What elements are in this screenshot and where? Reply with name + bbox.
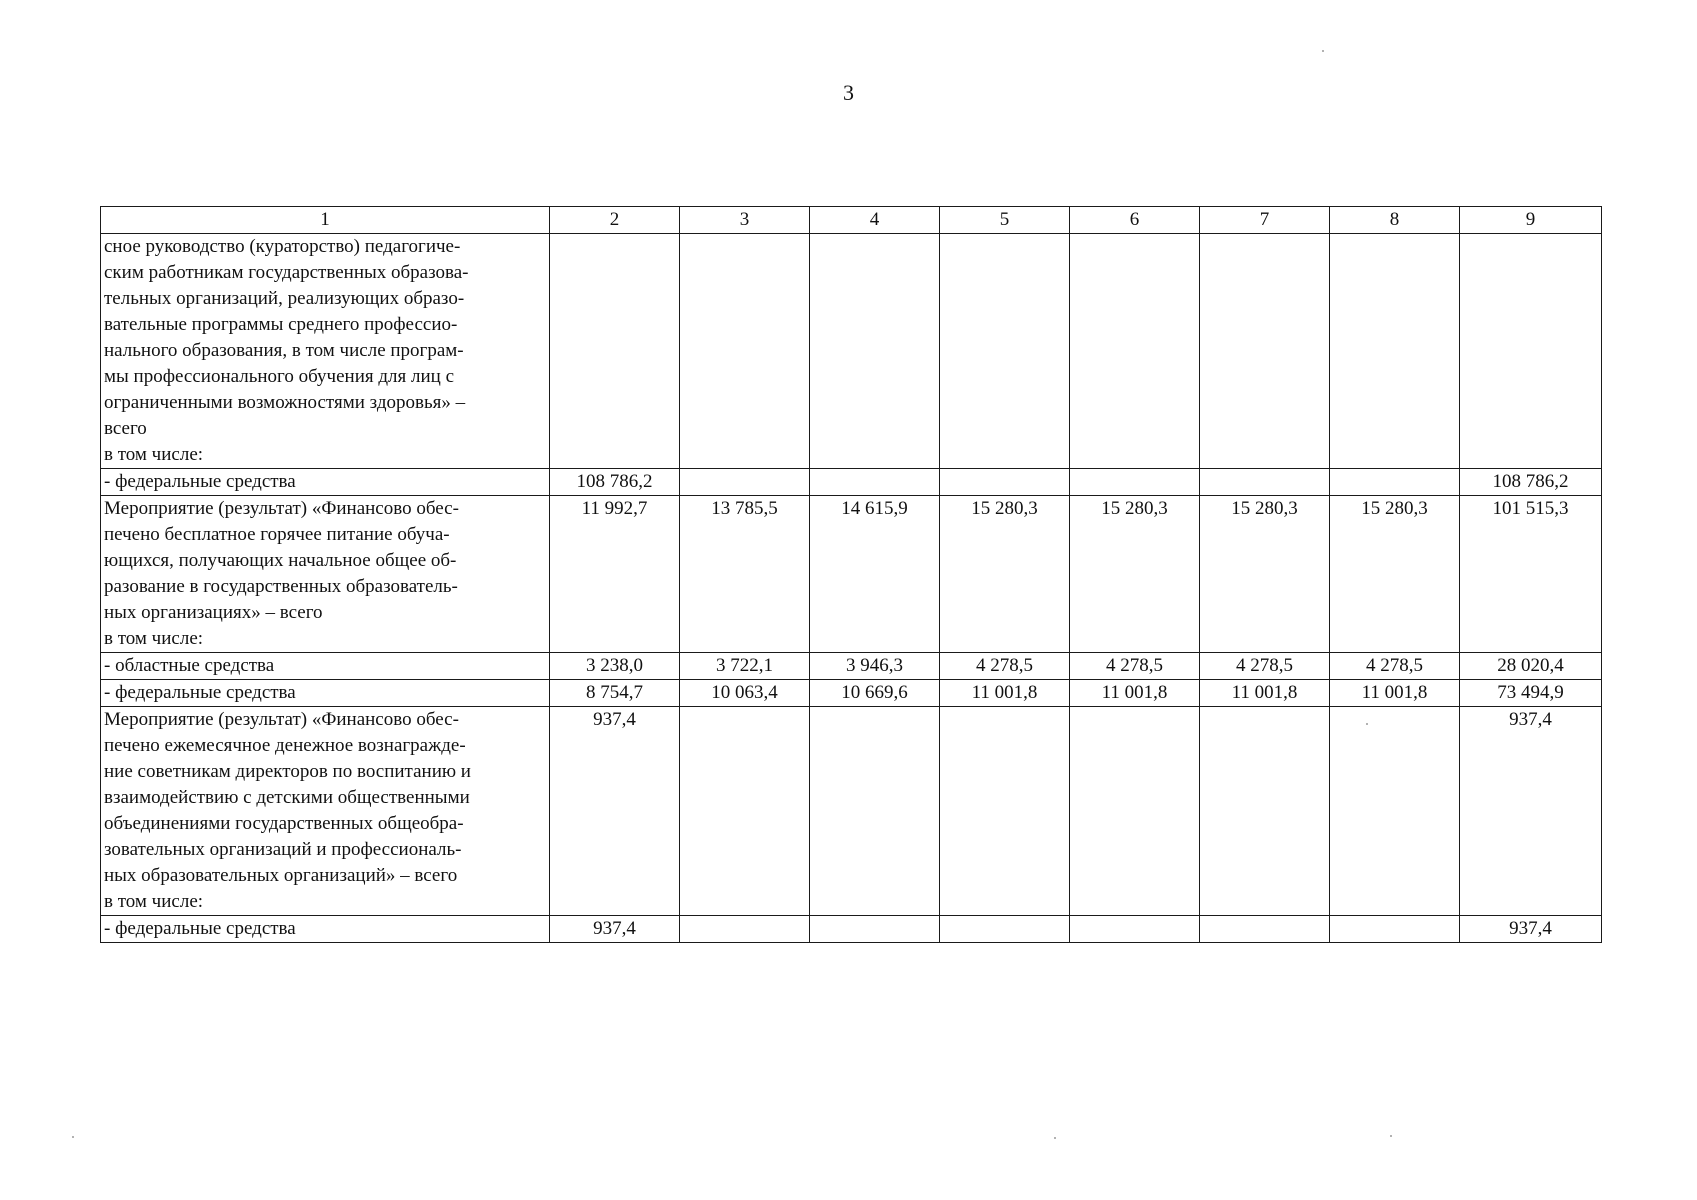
column-header: 3 — [680, 207, 810, 234]
value-cell: 11 001,8 — [940, 680, 1070, 707]
value-cell — [1200, 234, 1330, 469]
value-cell: 15 280,3 — [1070, 496, 1200, 653]
value-cell: 4 278,5 — [940, 653, 1070, 680]
table-body — [101, 207, 1602, 943]
column-header: 2 — [550, 207, 680, 234]
value-cell — [810, 469, 940, 496]
value-cell: 108 786,2 — [1460, 469, 1602, 496]
scan-speck — [72, 1136, 74, 1138]
budget-table — [100, 206, 1602, 943]
activity-description: Мероприятие (результат) «Финансово обес- печено бесплатное горячее питание обуча- ющихся, получающих начальное общее об- разование в государственных образователь- ных организациях» – всего в том числе: — [101, 496, 550, 653]
activity-row — [101, 496, 1602, 653]
value-cell — [1200, 916, 1330, 943]
column-header: 6 — [1070, 207, 1200, 234]
column-header: 7 — [1200, 207, 1330, 234]
value-cell: 4 278,5 — [1330, 653, 1460, 680]
column-header: 9 — [1460, 207, 1602, 234]
value-cell — [1070, 916, 1200, 943]
value-cell — [1330, 234, 1460, 469]
value-cell: 937,4 — [550, 707, 680, 916]
value-cell: 101 515,3 — [1460, 496, 1602, 653]
funding-source-row — [101, 469, 1602, 496]
column-header: 5 — [940, 207, 1070, 234]
value-cell: 937,4 — [1460, 707, 1602, 916]
activity-row — [101, 234, 1602, 469]
value-cell: 4 278,5 — [1070, 653, 1200, 680]
value-cell — [810, 234, 940, 469]
column-number-row — [101, 207, 1602, 234]
value-cell: 3 722,1 — [680, 653, 810, 680]
scan-speck — [1054, 1137, 1056, 1139]
value-cell: 937,4 — [550, 916, 680, 943]
value-cell: 11 992,7 — [550, 496, 680, 653]
value-cell — [940, 469, 1070, 496]
value-cell — [680, 234, 810, 469]
funding-source-label: - федеральные средства — [101, 469, 550, 496]
funding-source-label: - федеральные средства — [101, 680, 550, 707]
value-cell — [1330, 916, 1460, 943]
value-cell: 15 280,3 — [940, 496, 1070, 653]
value-cell: 15 280,3 — [1330, 496, 1460, 653]
value-cell: 108 786,2 — [550, 469, 680, 496]
value-cell — [1460, 234, 1602, 469]
scan-speck — [1322, 50, 1324, 52]
scan-speck — [1390, 1135, 1392, 1137]
value-cell — [940, 234, 1070, 469]
value-cell: 3 946,3 — [810, 653, 940, 680]
value-cell — [1070, 707, 1200, 916]
value-cell: 28 020,4 — [1460, 653, 1602, 680]
value-cell — [940, 916, 1070, 943]
value-cell: 14 615,9 — [810, 496, 940, 653]
value-cell: 3 238,0 — [550, 653, 680, 680]
value-cell — [1070, 469, 1200, 496]
funding-source-row — [101, 916, 1602, 943]
value-cell — [550, 234, 680, 469]
value-cell: 11 001,8 — [1070, 680, 1200, 707]
value-cell: 11 001,8 — [1200, 680, 1330, 707]
value-cell — [1200, 469, 1330, 496]
value-cell — [1200, 707, 1330, 916]
value-cell: 13 785,5 — [680, 496, 810, 653]
value-cell — [940, 707, 1070, 916]
value-cell: 73 494,9 — [1460, 680, 1602, 707]
column-header: 1 — [101, 207, 550, 234]
value-cell — [1330, 469, 1460, 496]
value-cell — [810, 707, 940, 916]
value-cell — [810, 916, 940, 943]
page-number: 3 — [843, 80, 854, 105]
value-cell — [1330, 707, 1460, 916]
column-header: 8 — [1330, 207, 1460, 234]
scan-speck — [1366, 723, 1368, 725]
value-cell: 11 001,8 — [1330, 680, 1460, 707]
value-cell: 937,4 — [1460, 916, 1602, 943]
value-cell: 8 754,7 — [550, 680, 680, 707]
activity-row — [101, 707, 1602, 916]
value-cell: 10 669,6 — [810, 680, 940, 707]
value-cell — [1070, 234, 1200, 469]
column-header: 4 — [810, 207, 940, 234]
funding-source-label: - областные средства — [101, 653, 550, 680]
value-cell — [680, 707, 810, 916]
value-cell: 15 280,3 — [1200, 496, 1330, 653]
value-cell: 10 063,4 — [680, 680, 810, 707]
funding-source-label: - федеральные средства — [101, 916, 550, 943]
value-cell: 4 278,5 — [1200, 653, 1330, 680]
value-cell — [680, 916, 810, 943]
funding-source-row — [101, 653, 1602, 680]
funding-source-row — [101, 680, 1602, 707]
value-cell — [680, 469, 810, 496]
activity-description: сное руководство (кураторство) педагогиче- ским работникам государственных образова- тельных организаций, реализующих образо- вательные программы среднего профессио- нального образования, в том числе програм- мы профессионального обучения для лиц с ограниченными возможностями здоровья» – всего в том числе: — [101, 234, 550, 469]
activity-description: Мероприятие (результат) «Финансово обес- печено ежемесячное денежное вознагражде- ние советникам директоров по воспитанию и взаимодействию с детскими общественными объединениями государственных общеобра- зовательных организаций и профессиональ- ных образовательных организаций» – всего в том числе: — [101, 707, 550, 916]
